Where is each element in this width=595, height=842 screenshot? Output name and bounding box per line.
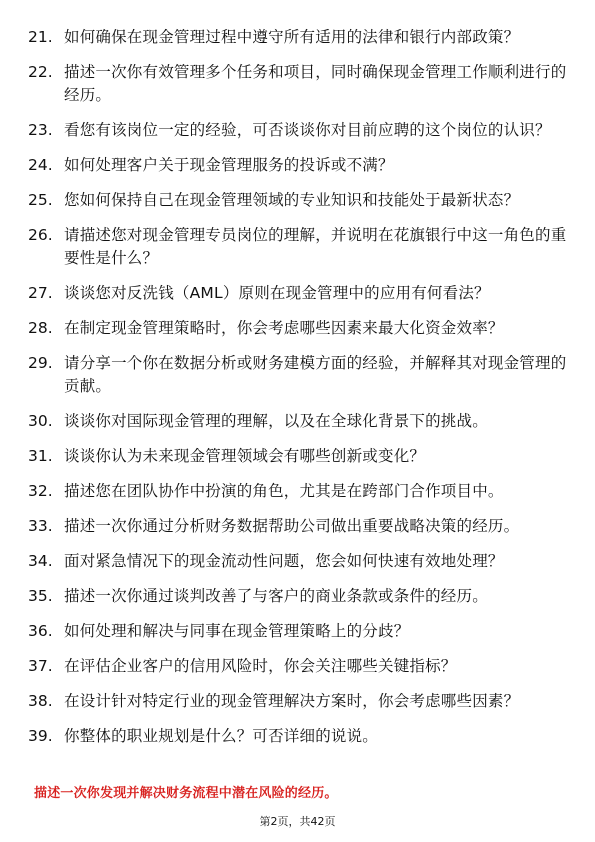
list-item — [28, 620, 568, 643]
item-number: 31. — [28, 447, 53, 465]
list-item — [28, 585, 568, 608]
item-text: 您如何保持自己在现金管理领域的专业知识和技能处于最新状态？ — [64, 191, 520, 209]
item-text: 面对紧急情况下的现金流动性问题，您会如何快速有效地处理？ — [64, 552, 504, 570]
item-number: 38. — [28, 692, 53, 710]
item-number: 29. — [28, 354, 53, 372]
item-number: 34. — [28, 552, 53, 570]
item-text: 请描述您对现金管理专员岗位的理解，并说明在花旗银行中这一角色的重要性是什么？ — [64, 226, 567, 267]
item-number: 28. — [28, 319, 53, 337]
item-text: 描述一次你通过分析财务数据帮助公司做出重要战略决策的经历。 — [64, 517, 520, 535]
list-item — [28, 550, 568, 573]
item-number: 39. — [28, 727, 53, 745]
item-number: 23. — [28, 121, 53, 139]
page-footer: 第2页，共42页 — [259, 815, 336, 828]
item-text: 描述您在团队协作中扮演的角色，尤其是在跨部门合作项目中。 — [64, 482, 504, 500]
item-number: 35. — [28, 587, 53, 605]
item-text: 如何处理客户关于现金管理服务的投诉或不满？ — [64, 156, 394, 174]
list-item — [28, 282, 568, 305]
item-text: 请分享一个你在数据分析或财务建模方面的经验，并解释其对现金管理的贡献。 — [64, 354, 567, 395]
list-item — [28, 119, 568, 142]
item-number: 36. — [28, 622, 53, 640]
item-number: 30. — [28, 412, 53, 430]
list-item — [28, 224, 568, 270]
question-list — [28, 26, 568, 748]
item-text: 描述一次你有效管理多个任务和项目，同时确保现金管理工作顺利进行的经历。 — [64, 63, 567, 104]
item-number: 27. — [28, 284, 53, 302]
item-text: 在制定现金管理策略时，你会考虑哪些因素来最大化资金效率？ — [64, 319, 504, 337]
item-text: 看您有该岗位一定的经验，可否谈谈你对目前应聘的这个岗位的认识？ — [64, 121, 551, 139]
highlight-note: 描述一次你发现并解决财务流程中潜在风险的经历。 — [34, 786, 338, 801]
item-text: 谈谈你认为未来现金管理领域会有哪些创新或变化？ — [64, 447, 426, 465]
list-item — [28, 690, 568, 713]
item-number: 37. — [28, 657, 53, 675]
item-number: 25. — [28, 191, 53, 209]
list-item — [28, 154, 568, 177]
item-text: 在评估企业客户的信用风险时，你会关注哪些关键指标？ — [64, 657, 457, 675]
list-item — [28, 445, 568, 468]
list-item — [28, 725, 568, 748]
item-text: 谈谈你对国际现金管理的理解，以及在全球化背景下的挑战。 — [64, 412, 488, 430]
list-item — [28, 189, 568, 212]
list-item — [28, 352, 568, 398]
list-item — [28, 655, 568, 678]
list-item — [28, 61, 568, 107]
list-item — [28, 317, 568, 340]
item-text: 如何处理和解决与同事在现金管理策略上的分歧？ — [64, 622, 410, 640]
item-text: 如何确保在现金管理过程中遵守所有适用的法律和银行内部政策？ — [64, 28, 520, 46]
list-item — [28, 26, 568, 49]
list-item — [28, 515, 568, 538]
item-number: 32. — [28, 482, 53, 500]
item-number: 24. — [28, 156, 53, 174]
item-number: 26. — [28, 226, 53, 244]
item-text: 在设计针对特定行业的现金管理解决方案时，你会考虑哪些因素？ — [64, 692, 520, 710]
list-item — [28, 410, 568, 433]
item-text: 谈谈您对反洗钱（AML）原则在现金管理中的应用有何看法？ — [64, 284, 490, 302]
item-text: 描述一次你通过谈判改善了与客户的商业条款或条件的经历。 — [64, 587, 488, 605]
item-number: 22. — [28, 63, 53, 81]
item-number: 21. — [28, 28, 53, 46]
list-item — [28, 480, 568, 503]
item-text: 你整体的职业规划是什么？可否详细的说说。 — [64, 727, 379, 745]
item-number: 33. — [28, 517, 53, 535]
